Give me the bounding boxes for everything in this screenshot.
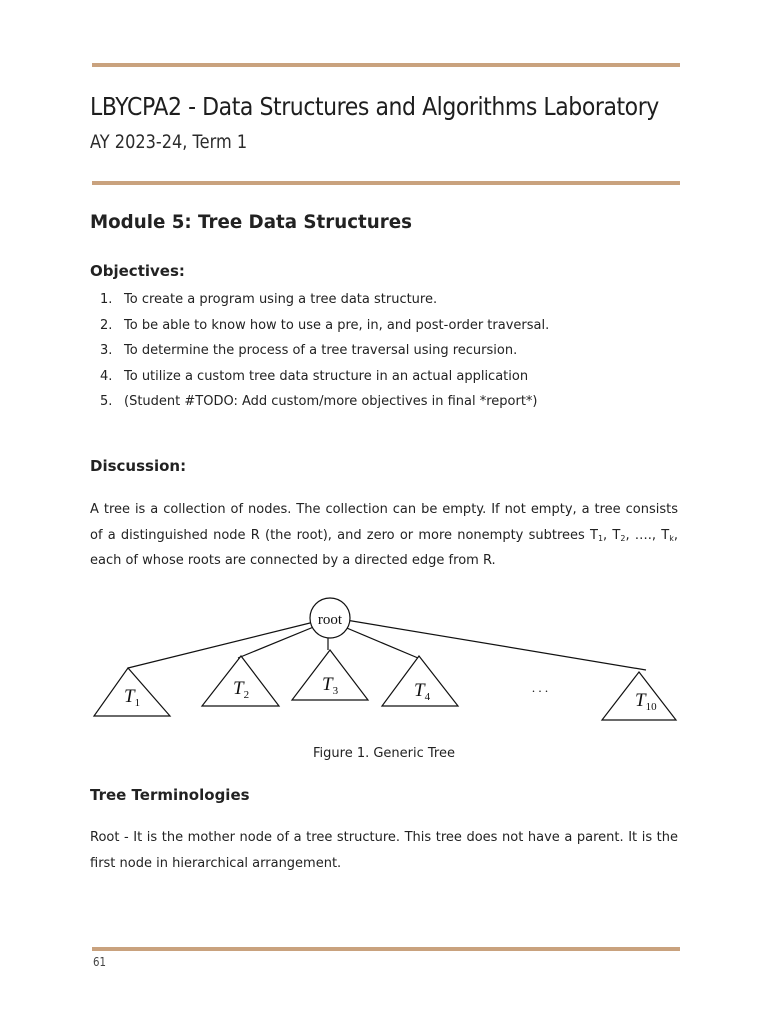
- tree-edge: [346, 620, 646, 670]
- figure-caption: Figure 1. Generic Tree: [313, 746, 455, 761]
- tree-edge: [342, 626, 418, 658]
- discussion-text: , T: [603, 527, 621, 543]
- objective-number: 4.: [100, 368, 113, 384]
- objective-item: [90, 290, 549, 316]
- objectives-list: [90, 290, 549, 418]
- objective-item: [90, 341, 549, 367]
- subscript: 1: [597, 533, 604, 543]
- objective-text: To determine the process of a tree traversal using recursion.: [124, 343, 518, 358]
- discussion-text: A tree is a collection of nodes. The collection can be empty. If not empty, a tree consists of a distinguished node R (the root), and zero or more nonempty subtrees T: [90, 502, 678, 543]
- subtree-label: $T_4$: [414, 680, 431, 703]
- objective-text: To be able to know how to use a pre, in, and post-order traversal.: [124, 317, 550, 333]
- subtree-label: $T_1$: [124, 686, 141, 709]
- subscript: 2: [620, 533, 626, 543]
- objective-number: 2.: [100, 317, 113, 333]
- objective-text: (Student #TODO: Add custom/more objectives in final *report*): [124, 394, 538, 409]
- root-definition: Root - It is the mother node of a tree structure. This tree does not have a parent. It is the first node in hierarchical arrangement.: [90, 830, 678, 871]
- header-top-rule: [92, 63, 680, 67]
- discussion-paragraph: [90, 497, 678, 574]
- course-title: LBYCPA2 - Data Structures and Algorithms Laboratory: [90, 92, 659, 121]
- objective-text: To create a program using a tree data structure.: [124, 292, 438, 307]
- objective-text: To utilize a custom tree data structure in an actual application: [124, 368, 529, 384]
- objective-item: [90, 316, 549, 342]
- discussion-text: , …., T: [625, 527, 670, 543]
- discussion-heading: Discussion:: [90, 457, 187, 475]
- subtree-label: $T_3$: [322, 674, 339, 697]
- objective-number: 5.: [100, 394, 113, 409]
- root-label: root: [317, 612, 343, 628]
- tree-edge: [128, 622, 314, 668]
- header-bottom-rule: [92, 181, 680, 185]
- course-term: AY 2023-24, Term 1: [90, 131, 248, 153]
- objective-number: 1.: [100, 292, 113, 307]
- objectives-heading: Objectives:: [90, 262, 185, 280]
- subscript: k: [669, 533, 674, 543]
- page-number: 61: [93, 955, 106, 969]
- subtree-label: $T_{10}$: [635, 690, 657, 713]
- objective-item: [90, 367, 549, 393]
- generic-tree-diagram: [88, 588, 688, 728]
- subtree-label: $T_2$: [233, 678, 250, 701]
- terminologies-heading: Tree Terminologies: [90, 786, 250, 804]
- objective-number: 3.: [100, 343, 113, 358]
- footer-rule: [92, 947, 680, 951]
- objective-item: [90, 392, 549, 418]
- discussion-text: , each of whose roots are connected by a directed edge from R.: [90, 527, 678, 568]
- ellipsis: . . .: [531, 680, 549, 695]
- module-title: Module 5: Tree Data Structures: [90, 211, 412, 233]
